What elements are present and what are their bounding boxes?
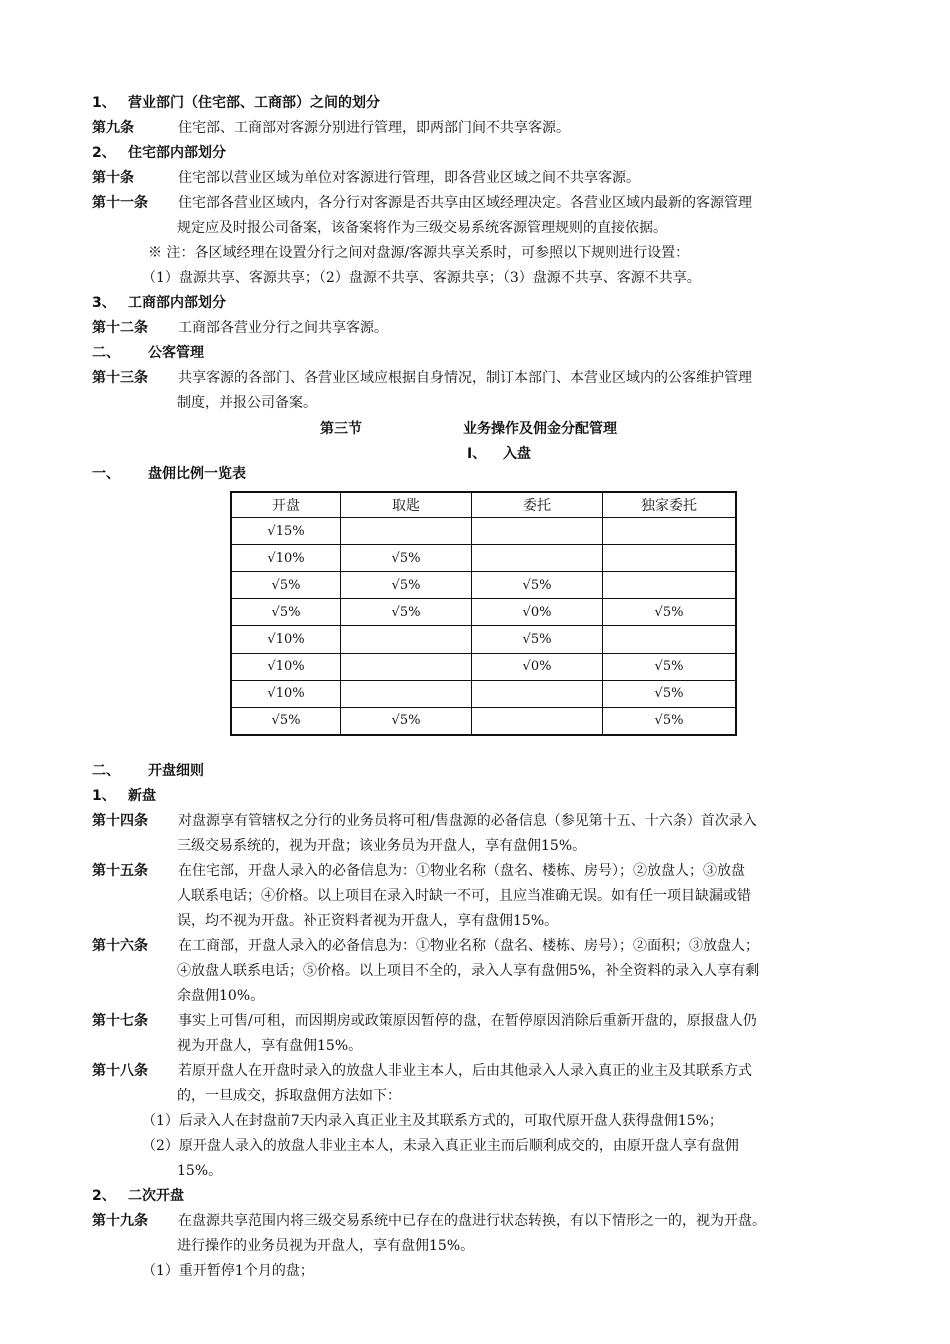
heading-number: 1、 [92, 788, 116, 804]
heading-number: 二、 [92, 345, 120, 361]
table-cell: √10% [231, 653, 341, 680]
table-row [231, 518, 736, 545]
heading-number: 2、 [92, 145, 116, 161]
article-16-continued: 余盘佣10%。 [177, 988, 265, 1004]
article-11-continued: 规定应及时报公司备案，该备案将作为三级交易系统客源管理规则的直接依据。 [177, 220, 667, 236]
note-text: ※ 注：各区域经理在设置分行之间对盘源/客源共享关系时，可参照以下规则进行设置： [148, 245, 690, 261]
section-title: 业务操作及佣金分配管理 [463, 421, 617, 437]
article-label: 第十三条 [92, 370, 148, 386]
article-18-continued: 的，一旦成交，拆取盘佣方法如下： [177, 1088, 401, 1104]
table-cell [603, 545, 737, 572]
table-cell: √10% [231, 626, 341, 653]
article-text: 住宅部以营业区域为单位对客源进行管理，即各营业区域之间不共享客源。 [178, 170, 640, 186]
table-row [231, 599, 736, 626]
note-options: （1）盘源共享、客源共享；（2）盘源不共享、客源共享；（3）盘源不共享、客源不共享。 [142, 270, 701, 286]
article-label: 第十二条 [92, 320, 148, 336]
heading-reopen [92, 1186, 184, 1206]
table-cell: √5% [341, 599, 472, 626]
article-19-item-1: （1）重开暂停1个月的盘； [142, 1263, 314, 1279]
part-title: 入盘 [503, 446, 531, 462]
article-14 [92, 811, 757, 831]
table-cell: √5% [341, 545, 472, 572]
article-text: 对盘源享有管辖权之分行的业务员将可租/售盘源的必备信息（参见第十五、十六条）首次录入 [178, 813, 757, 829]
article-17 [92, 1011, 757, 1031]
column-header: 取匙 [341, 492, 472, 518]
article-text: 在工商部，开盘人录入的必备信息为：①物业名称（盘名、楼栋、房号）；②面积；③放盘人； [178, 938, 759, 954]
column-header: 开盘 [231, 492, 341, 518]
heading-opening-rules [92, 761, 204, 781]
article-label: 第十六条 [92, 938, 148, 954]
table-cell: √0% [472, 599, 603, 626]
heading-number: 1、 [92, 95, 116, 111]
table-cell: √5% [231, 599, 341, 626]
heading-title: 开盘细则 [148, 763, 204, 779]
article-10 [92, 168, 640, 188]
article-label: 第十七条 [92, 1013, 148, 1029]
part-heading [467, 444, 531, 464]
table-cell [472, 680, 603, 707]
article-text: 在住宅部，开盘人录入的必备信息为：①物业名称（盘名、楼栋、房号）；②放盘人；③放盘 [178, 863, 745, 879]
heading-sec3 [92, 293, 226, 313]
article-9 [92, 118, 570, 138]
article-17-continued: 视为开盘人，享有盘佣15%。 [177, 1038, 363, 1054]
table-cell: √5% [603, 707, 737, 735]
article-15-continued: 误，均不视为开盘。补正资料者视为开盘人，享有盘佣15%。 [177, 913, 559, 929]
table-cell [603, 572, 737, 599]
heading-title: 工商部内部划分 [128, 295, 226, 311]
table-cell [472, 707, 603, 735]
heading-title: 公客管理 [148, 345, 204, 361]
article-13 [92, 368, 752, 388]
article-text: 若原开盘人在开盘时录入的放盘人非业主本人，后由其他录入人录入真正的业主及其联系方式 [178, 1063, 752, 1079]
article-18-item-1: （1）后录入人在封盘前7天内录入真正业主及其联系方式的，可取代原开盘人获得盘佣15%； [142, 1113, 723, 1129]
table-cell [472, 545, 603, 572]
heading-title: 新盘 [128, 788, 156, 804]
heading-title: 盘佣比例一览表 [148, 466, 246, 482]
heading-title: 住宅部内部划分 [128, 145, 226, 161]
article-text: 住宅部各营业区域内，各分行对客源是否共享由区域经理决定。各营业区域内最新的客源管理 [178, 195, 752, 211]
table-cell [472, 518, 603, 545]
heading-sec2 [92, 143, 226, 163]
article-12 [92, 318, 388, 338]
article-label: 第十五条 [92, 863, 148, 879]
article-13-continued: 制度，并报公司备案。 [177, 395, 317, 411]
table-cell [341, 653, 472, 680]
table-cell: √10% [231, 545, 341, 572]
column-header: 委托 [472, 492, 603, 518]
heading-public-clients [92, 343, 204, 363]
article-label: 第九条 [92, 120, 134, 136]
article-text: 在盘源共享范围内将三级交易系统中已存在的盘进行状态转换，有以下情形之一的，视为开盘。 [178, 1213, 766, 1229]
column-header: 独家委托 [603, 492, 737, 518]
table-cell [603, 518, 737, 545]
part-number: I、 [467, 446, 487, 462]
article-18-item-2-continued: 15%。 [177, 1163, 223, 1179]
article-19 [92, 1211, 766, 1231]
article-18 [92, 1061, 752, 1081]
commission-ratio-table [230, 491, 737, 736]
article-label: 第十一条 [92, 195, 148, 211]
table-row [231, 680, 736, 707]
article-16-continued: ④放盘人联系电话；⑤价格。以上项目不全的，录入人享有盘佣5%，补全资料的录入人享有剩 [177, 963, 760, 979]
article-19-continued: 进行操作的业务员视为开盘人，享有盘佣15%。 [177, 1238, 475, 1254]
table-cell: √5% [603, 653, 737, 680]
table-header-row [231, 492, 736, 518]
table-row [231, 572, 736, 599]
table-row [231, 653, 736, 680]
article-15-continued: 人联系电话；④价格。以上项目在录入时缺一不可，且应当准确无误。如有任一项目缺漏或错 [177, 888, 751, 904]
table-cell: √5% [603, 680, 737, 707]
article-16 [92, 936, 759, 956]
article-11 [92, 193, 752, 213]
article-label: 第十九条 [92, 1213, 148, 1229]
table-cell: √10% [231, 680, 341, 707]
article-text: 住宅部、工商部对客源分别进行管理，即两部门间不共享客源。 [178, 120, 570, 136]
heading-title: 二次开盘 [128, 1188, 184, 1204]
heading-sec1 [92, 93, 380, 113]
table-cell: √5% [472, 572, 603, 599]
section-number: 第三节 [320, 421, 362, 437]
article-15 [92, 861, 745, 881]
article-label: 第十条 [92, 170, 134, 186]
table-cell [603, 626, 737, 653]
article-text: 工商部各营业分行之间共享客源。 [178, 320, 388, 336]
article-text: 事实上可售/可租，而因期房或政策原因暂停的盘，在暂停原因消除后重新开盘的，原报盘人仍 [178, 1013, 757, 1029]
article-18-item-2: （2）原开盘人录入的放盘人非业主本人，未录入真正业主而后顺利成交的，由原开盘人享有盘佣 [142, 1138, 739, 1154]
table-cell: √5% [341, 707, 472, 735]
table-cell: √5% [603, 599, 737, 626]
table-row [231, 545, 736, 572]
heading-number: 二、 [92, 763, 120, 779]
table-row [231, 707, 736, 735]
table-cell: √5% [341, 572, 472, 599]
table-cell [341, 626, 472, 653]
heading-number: 3、 [92, 295, 116, 311]
table-cell [341, 518, 472, 545]
table-cell: √0% [472, 653, 603, 680]
table-row [231, 626, 736, 653]
article-label: 第十四条 [92, 813, 148, 829]
article-label: 第十八条 [92, 1063, 148, 1079]
table-cell: √5% [231, 572, 341, 599]
heading-number: 一、 [92, 466, 120, 482]
table-cell: √15% [231, 518, 341, 545]
article-text: 共享客源的各部门、各营业区域应根据自身情况，制订本部门、本营业区域内的公客维护管理 [178, 370, 752, 386]
heading-fee-table [92, 464, 246, 484]
heading-number: 2、 [92, 1188, 116, 1204]
table-cell: √5% [231, 707, 341, 735]
table-cell [341, 680, 472, 707]
article-14-continued: 三级交易系统的，视为开盘；该业务员为开盘人，享有盘佣15%。 [177, 838, 587, 854]
table-cell: √5% [472, 626, 603, 653]
heading-new-listing [92, 786, 156, 806]
heading-title: 营业部门（住宅部、工商部）之间的划分 [128, 95, 380, 111]
